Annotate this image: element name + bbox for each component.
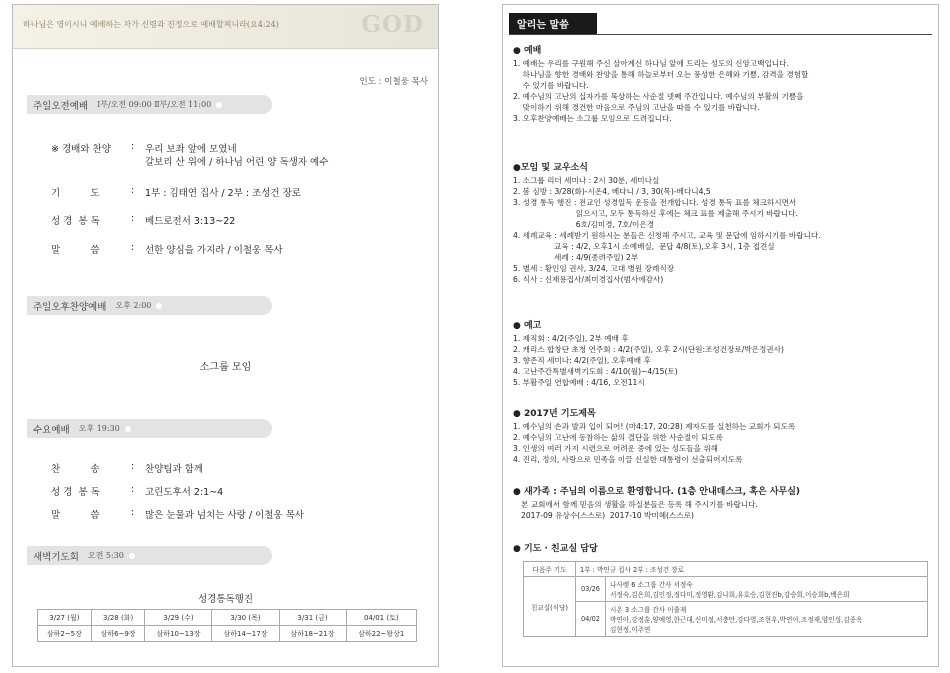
order-colon: : <box>131 141 135 152</box>
duty-heading-block <box>513 543 930 556</box>
note-line: 읽으시고, 모두 통독하신 후에는 체크 표를 제출해 주시기 바랍니다. <box>513 209 798 218</box>
section-time: 오전 5:30 <box>87 551 124 560</box>
order-value: 찬양팀과 함께 <box>145 464 204 475</box>
section-dawn-prayer <box>27 546 272 565</box>
order-colon: : <box>131 484 135 495</box>
note-line: 교육 : 4/2, 오후1시 소예배실, 문답 4/8(토),오후 3시, 1층 접견실 <box>513 242 775 251</box>
duty-line: 나사렛 6 소그룹 간사 서정숙 <box>610 581 693 589</box>
order-colon: : <box>131 185 135 196</box>
duty-line: 시온 3 소그룹 간사 이출재 <box>610 606 687 614</box>
order-value: 선한 양심을 가지라 / 이철웅 목사 <box>145 245 283 256</box>
section-title: 주일오후찬양예배 <box>33 301 107 313</box>
newcomer-notes <box>513 486 930 521</box>
section-afternoon-worship <box>27 296 272 315</box>
section-time: 오후 19:30 <box>78 424 120 433</box>
note-line: 세례 : 4/9(종려주일) 2부 <box>513 253 639 262</box>
block-heading: ● 예고 <box>513 321 542 331</box>
section-title: 주일오전예배 <box>33 100 89 112</box>
duty-line: 김현정,이주연 <box>610 626 651 634</box>
note-line: 2. 봄 심방 : 3/28(화)-시온4, 베다니 / 3, 30(목)-베다니4,5 <box>513 187 711 196</box>
order-value: 우리 보좌 앞에 모였네 <box>145 144 237 155</box>
order-colon: : <box>131 507 135 518</box>
note-line: 맞이하기 위해 경건한 마음으로 주님의 고난을 따를 수 있기를 바랍니다. <box>513 103 760 112</box>
note-line: 2. 캐리스 합창단 초청 연주회 : 4/2(주일), 오후 2시(단원:조성건장로/박은정권사) <box>513 345 784 354</box>
note-line: 2017-09 유상수(스스로) 2017-10 박미혜(스스로) <box>521 511 694 520</box>
order-label: 성 경 봉 독 <box>51 487 100 498</box>
table-cell: 다음주 기도 <box>524 562 576 577</box>
block-heading: ● 새가족 : 주님의 이름으로 환영합니다. (1층 안내데스크, 혹은 사무실) <box>513 487 801 497</box>
order-label: 기 도 <box>51 188 100 199</box>
order-value: 많은 눈물과 넘치는 사랑 / 이철웅 목사 <box>145 510 304 521</box>
duty-line: 서정숙,김은희,김인정,정다미,정영환,김나희,유호승,김현진b,강승희,이승희b,백은희 <box>610 591 850 599</box>
block-heading: ●모임 및 교우소식 <box>513 163 588 173</box>
section-time: Ⅰ부/오전 09:00 Ⅱ부/오전 11:00 <box>97 100 212 109</box>
order-value: 고린도후서 2:1~4 <box>145 487 224 498</box>
note-line: 수 있기를 바랍니다. <box>513 81 589 90</box>
note-line: 6호/김미경, 7호/이은경 <box>513 220 655 229</box>
table-row <box>524 562 928 577</box>
order-value: 베드로전서 3:13~22 <box>145 216 236 227</box>
table-cell: 삼하18~21장 <box>279 626 346 642</box>
divider <box>509 34 932 35</box>
dot-icon <box>216 102 222 108</box>
reading-plan-title: 성경통독행진 <box>197 594 254 605</box>
table-cell <box>606 577 928 602</box>
note-line: 2. 예수님의 고난에 동참하는 삶의 결단을 위한 사순절이 되도록 <box>513 433 723 442</box>
note-line: 하나님을 향한 경배와 찬양을 통해 하늘로부터 오는 풍성한 은혜와 기쁨, 감격을 경험할 <box>513 70 809 79</box>
meeting-notes <box>513 162 930 285</box>
note-line: 4. 진리, 정의, 사랑으로 민족을 이끌 신실한 대통령이 선출되어지도록 <box>513 455 743 464</box>
afternoon-program: 소그룹 모임 <box>199 362 252 373</box>
order-colon: : <box>131 242 135 253</box>
note-line: 1. 예수님의 손과 발과 입이 되어! (마4:17, 20:28) 제자도를 실천하는 교회가 되도록 <box>513 422 796 431</box>
note-line: 3. 향존직 세미나: 4/2(주일), 오후예배 후 <box>513 356 651 365</box>
note-line: 6. 식사 : 신재용집사/최미경집사(범사에감사) <box>513 275 664 284</box>
block-heading: ● 기도 · 친교실 담당 <box>513 544 598 554</box>
table-row <box>524 577 928 602</box>
table-cell: 3/29 (수) <box>145 610 212 626</box>
table-cell: 삼하22~왕상1 <box>346 626 416 642</box>
worship-notes <box>513 45 930 124</box>
order-label: 말 씀 <box>51 510 100 521</box>
prayer-topics <box>513 408 930 465</box>
table-cell: 삼하10~13장 <box>145 626 212 642</box>
table-cell: 삼하2~5장 <box>38 626 92 642</box>
note-line: 4. 세례교육 : 세례받기 원하시는 분들은 신청해 주시고, 교육 및 문답에 임하시기를 바랍니다. <box>513 231 821 240</box>
bulletin-header <box>13 5 438 49</box>
order-label: ※ 경배와 찬양 <box>51 144 111 155</box>
note-line: 2. 예수님의 고난의 십자가를 묵상하는 사순절 넷째 주간입니다. 예수님의 부활의 기쁨을 <box>513 92 804 101</box>
note-line: 3. 인생의 여러 가지 시련으로 어려운 중에 있는 성도들을 위해 <box>513 444 719 453</box>
duty-table <box>523 561 928 637</box>
note-line: 5. 별세 : 황인임 권사, 3/24, 고대 병원 장례식장 <box>513 264 675 273</box>
section-title: 수요예배 <box>33 424 70 436</box>
reading-plan-table <box>37 609 417 642</box>
note-line: 1. 소그룹 리더 세미나 : 2시 30분, 세미나실 <box>513 176 660 185</box>
table-cell <box>606 602 928 637</box>
dot-icon <box>156 303 162 309</box>
table-row <box>38 610 417 626</box>
table-cell: 삼하6~9장 <box>91 626 145 642</box>
order-colon: : <box>131 213 135 224</box>
section-title: 새벽기도회 <box>33 551 79 563</box>
upcoming-notes <box>513 320 930 388</box>
note-line: 본 교회에서 함께 믿음의 생활을 하실분들은 등록 해 주시기를 바랍니다. <box>521 500 758 509</box>
table-cell: 3/31 (금) <box>279 610 346 626</box>
block-heading: ● 2017년 기도제목 <box>513 409 596 419</box>
order-colon: : <box>131 461 135 472</box>
note-line: 3. 성경 통독 행진 : 전교인 성경일독 운동을 전개합니다. 성경 통독 표를 체크하시면서 <box>513 198 797 207</box>
leader-text: 인도 : 이철웅 목사 <box>359 77 428 87</box>
note-line: 1. 예배는 우리를 구원해 주신 살아계신 하나님 앞에 드리는 성도의 신앙고백입니다. <box>513 59 789 68</box>
note-line: 3. 오후찬양예배는 소그룹 모임으로 드려집니다. <box>513 114 672 123</box>
order-value: 1부 : 김태연 집사 / 2부 : 조성건 장로 <box>145 188 301 199</box>
order-label: 성 경 봉 독 <box>51 216 100 227</box>
order-label: 말 씀 <box>51 245 100 256</box>
table-cell: 04/01 (토) <box>346 610 416 626</box>
section-morning-worship <box>27 95 272 114</box>
table-cell: 친교실(식당) <box>524 577 576 637</box>
god-logo: GOD <box>361 11 424 38</box>
announcements-tab: 알리는 말씀 <box>509 13 597 34</box>
order-label: 찬 송 <box>51 464 100 475</box>
duty-line: 박연아,강정훈,양예영,한근대,신미정,서충만,강다영,조현우,박연아,조정재,양인성,김종옥 <box>610 616 863 624</box>
table-row <box>38 626 417 642</box>
note-line: 5. 부활주일 연합예배 : 4/16, 오전11시 <box>513 378 645 387</box>
table-cell: 1부 : 박민규 집사 2부 : 조성건 장로 <box>576 562 928 577</box>
table-cell: 03/26 <box>576 577 606 602</box>
table-cell: 04/02 <box>576 602 606 637</box>
section-time: 오후 2:00 <box>115 301 152 310</box>
worship-order-page <box>12 4 439 667</box>
note-line: 4. 고난주간특별새벽기도회 : 4/10(월)~4/15(토) <box>513 367 678 376</box>
dot-icon <box>125 426 131 432</box>
block-heading: ● 예배 <box>513 46 542 56</box>
table-cell: 3/27 (월) <box>38 610 92 626</box>
announcements-page <box>502 4 939 667</box>
note-line: 1. 제직회 : 4/2(주일), 2부 예배 후 <box>513 334 629 343</box>
order-value-2: 갈보리 산 위에 / 하나님 어린 양 독생자 예수 <box>145 157 329 168</box>
table-cell: 3/28 (화) <box>91 610 145 626</box>
table-cell: 3/30 (목) <box>212 610 279 626</box>
dot-icon <box>129 553 135 559</box>
table-cell: 삼하14~17장 <box>212 626 279 642</box>
header-verse: 하나님은 영이시니 예배하는 자가 신령과 진정으로 예배할찌니라(요4:24) <box>23 20 279 29</box>
table-row <box>524 602 928 637</box>
section-wednesday-worship <box>27 419 272 438</box>
